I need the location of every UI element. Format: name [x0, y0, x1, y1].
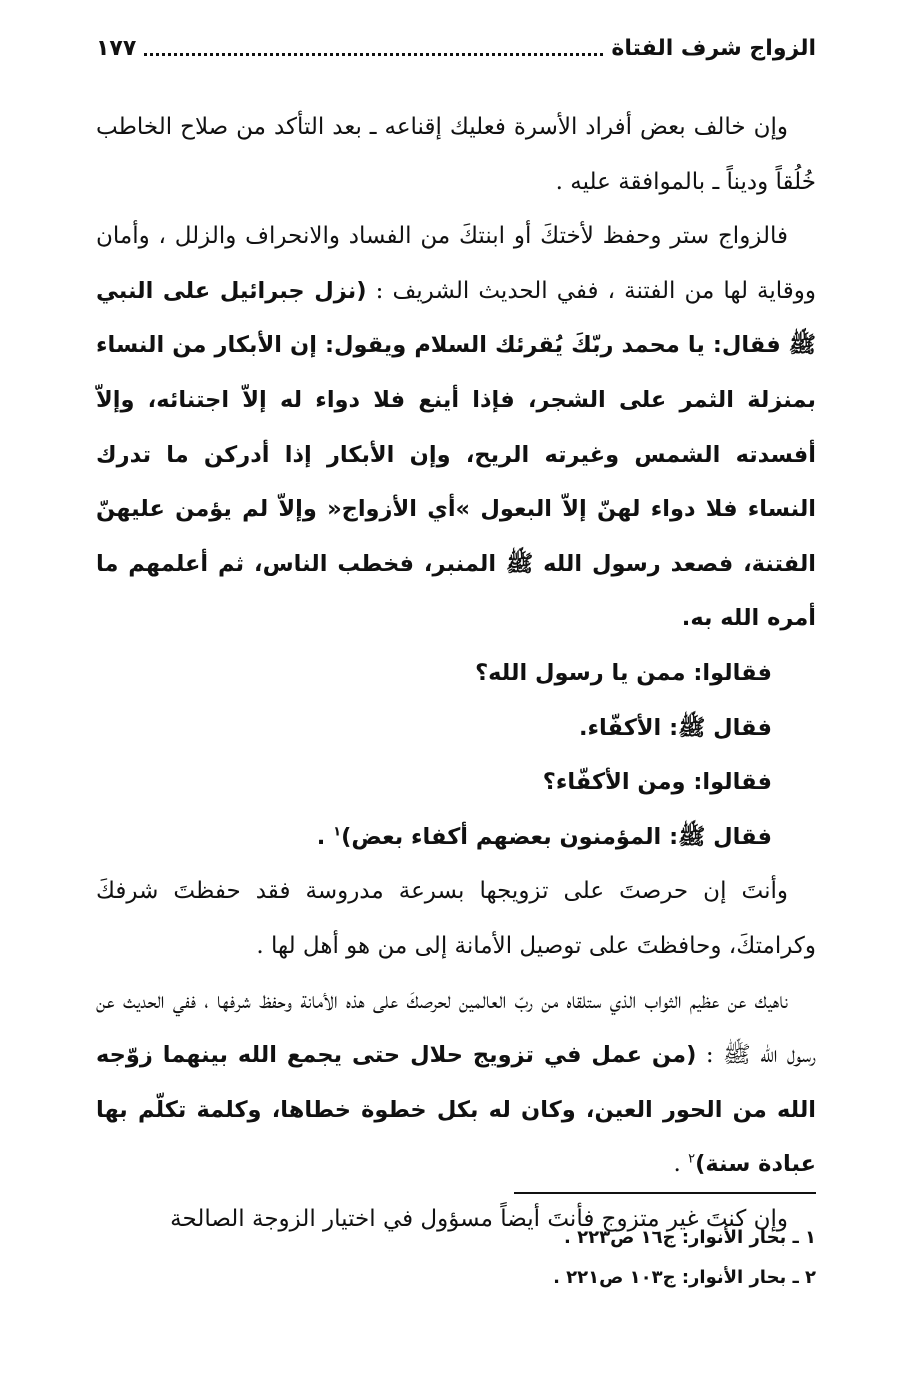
running-header-title: الزواج شرف الفتاة [611, 35, 816, 61]
dialogue-line-4-text: فقال ﷺ: المؤمنون بعضهم أكفاء بعض) [341, 823, 772, 850]
page-number: ١٧٧ [96, 35, 137, 61]
paragraph-2 [96, 209, 816, 646]
paragraph-5: وإن كنتَ غير متزوج فأنتَ أيضاً مسؤول في اختيار الزوجة الصالحة [170, 1205, 788, 1232]
paragraph-4-end: . [673, 1151, 689, 1178]
hadith-quote-1: (نزل جبرائيل على النبي ﷺ فقال: يا محمد ربّكَ يُقرئك السلام ويقول: إن الأبكار من النساء بمنزلة الثمر على الشجر، فإذا أينع فلا دواء له إلاّ اجتنائه، وإلاّ أفسدته الشمس وغيرته الريح، وإن الأبكار إذا أدركن ما تدرك النساء فلا دواء لهنّ إلاّ البعول »أي الأزواج« وإلاّ لم يؤمن عليهنّ الفتنة، فصعد رسول الله ﷺ المنبر، فخطب الناس، ثم أعلمهم ما أمره الله به. [96, 277, 816, 632]
footnote-1: ١ ـ بحار الأنوار: ج١٦ ص٢٢٣ . [564, 1227, 816, 1248]
running-header [96, 28, 816, 68]
footnote-separator [514, 1192, 816, 1194]
footnote-2: ٢ ـ بحار الأنوار: ج١٠٣ ص٢٢١ . [553, 1267, 816, 1288]
footnote-ref-1: ١ [333, 824, 342, 840]
dialogue-line-3: فقالوا: ومن الأكفّاء؟ [542, 769, 772, 796]
dialogue-line-1: فقالوا: ممن يا رسول الله؟ [475, 659, 772, 686]
body-text [96, 100, 816, 1246]
dialogue-line-2: فقال ﷺ: الأكفّاء. [579, 714, 772, 741]
paragraph-1: وإن خالف بعض أفراد الأسرة فعليك إقناعه ـ بعد التأكد من صلاح الخاطب خُلُقاً وديناً ـ بالموافقة عليه . [96, 114, 816, 195]
dialogue-line-4 [96, 810, 816, 865]
paragraph-2-text: فالزواج ستر وحفظ لأختكَ أو ابنتكَ من الفساد والانحراف والزلل ، وأمان ووقاية لها من الفتنة ، ففي الحديث الشريف : [96, 223, 817, 304]
footnote-ref-2: ٢ [688, 1151, 696, 1167]
dialogue-line-4-end: . [316, 823, 334, 850]
header-dot-leader [144, 53, 603, 56]
footnotes [96, 1218, 816, 1298]
paragraph-4-text: ناهيك عن عظيم الثواب الذي ستلقاه من ربّ العالمين لحرصكَ على هذه الأمانة وحفظ شرفها ، ففي الحديث عن رسول الله ﷺ : [96, 987, 816, 1069]
hadith-quote-2: (من عمل في تزويج حلال حتى يجمع الله بينهما زوّجه الله من الحور العين، وكان له بكل خطوة خطاها، وكلمة تكلّم بها عبادة سنة) [96, 1042, 816, 1178]
paragraph-3: وأنتَ إن حرصتَ على تزويجها بسرعة مدروسة فقد حفظتَ شرفكَ وكرامتكَ، وحافظتَ على توصيل الأمانة إلى من هو أهل لها . [96, 878, 816, 959]
paragraph-4 [96, 974, 816, 1192]
